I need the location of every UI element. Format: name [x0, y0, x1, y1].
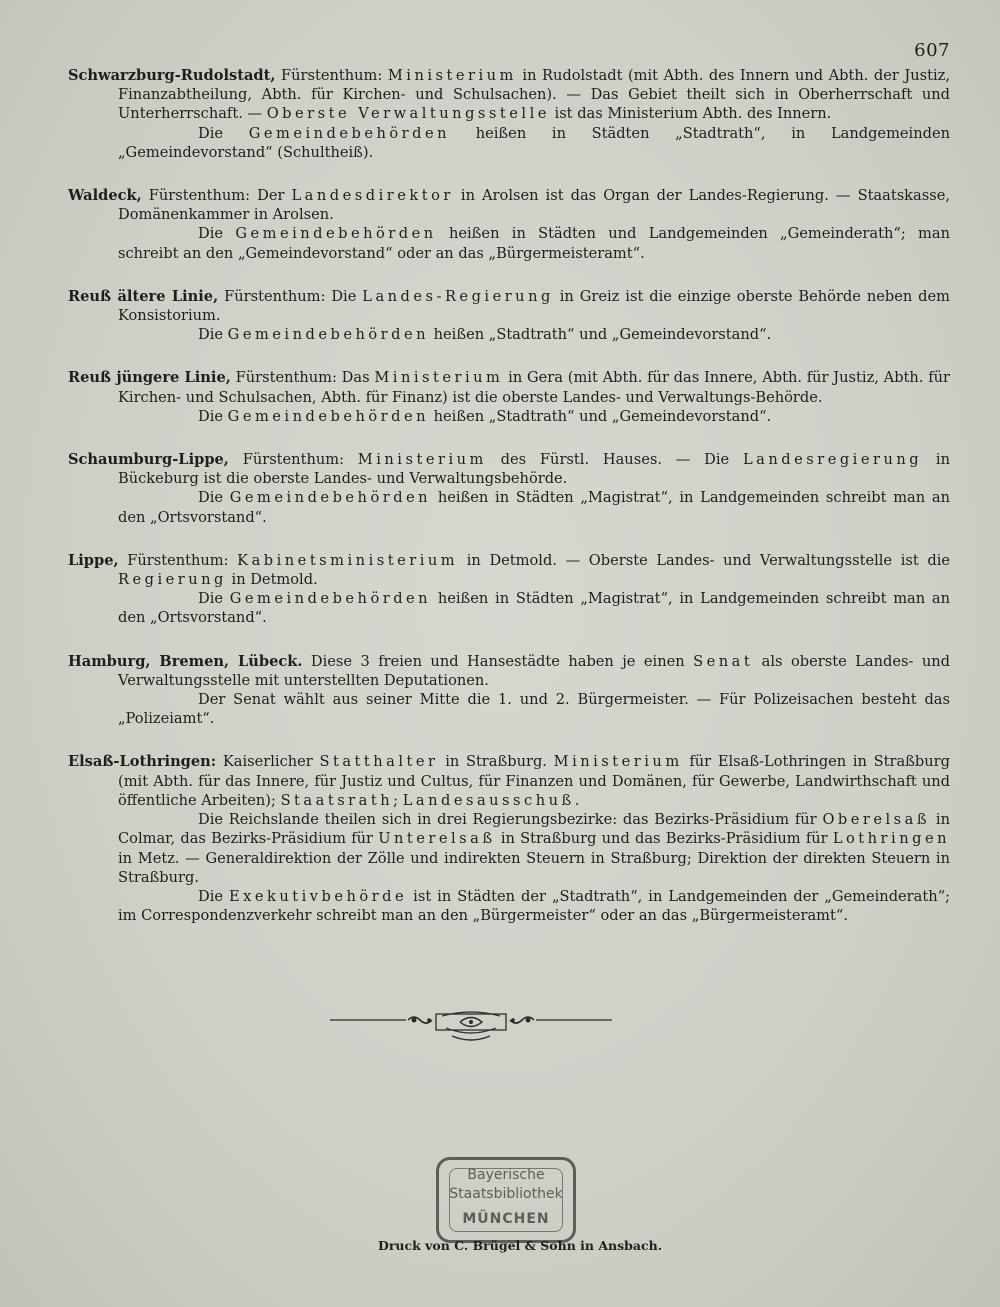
- entry-paragraph: [68, 450, 950, 488]
- text-run: ist das Ministerium Abth. des Innern.: [549, 105, 832, 123]
- entry-heading: Schwarzburg-Rudolstadt,: [68, 67, 276, 84]
- spaced-term: Ministerium: [374, 369, 504, 387]
- state-entry: [68, 752, 950, 925]
- text-run: Die: [198, 590, 230, 608]
- text-run: in Colmar, das Bezirks-Präsidium für: [118, 811, 950, 848]
- state-entry: [68, 368, 951, 426]
- spaced-term: Oberste Verwaltungsstelle: [266, 105, 550, 123]
- entry-paragraph: [68, 368, 951, 406]
- text-run: Die: [198, 124, 249, 142]
- text-run: heißen in Städten „Magistrat“, in Landgemeinden schreibt man an den „Ortsvorstand“.: [118, 590, 950, 627]
- text-run: Diese 3 freien und Hansestädte haben je einen: [302, 652, 694, 670]
- text-run: Die: [198, 489, 230, 507]
- entry-heading: Hamburg, Bremen, Lübeck.: [68, 652, 303, 670]
- entry-paragraph: [118, 589, 950, 627]
- text-run: Fürstenthum: Der: [141, 187, 292, 205]
- library-stamp: [436, 1157, 576, 1243]
- spaced-term: Senat: [693, 652, 754, 670]
- spaced-term: Staatsrath: [280, 791, 394, 809]
- text-run: heißen „Stadtrath“ und „Gemeindevorstand“.: [429, 326, 772, 344]
- entry-heading: Reuß ältere Linie,: [68, 287, 219, 305]
- text-run: ;: [393, 791, 403, 809]
- state-entry: [68, 551, 950, 628]
- spaced-term: Unterelsaß: [378, 830, 496, 848]
- entry-paragraph: [118, 887, 950, 925]
- text-run: heißen in Städten „Stadtrath“, in Landgemeinden „Gemeindevorstand“ (Schultheiß).: [118, 124, 950, 161]
- text-run: in Detmold. — Oberste Landes- und Verwaltungsstelle ist die: [458, 551, 950, 569]
- entry-paragraph: [68, 287, 950, 325]
- spaced-term: Ministerium: [387, 67, 517, 84]
- spaced-term: Oberelsaß: [822, 811, 931, 829]
- stamp-line-1: Bayerische: [467, 1167, 545, 1183]
- spaced-term: Gemeindebehörden: [235, 225, 437, 243]
- text-run: Die: [198, 326, 228, 344]
- stamp-line-2: Staatsbibliothek: [449, 1186, 563, 1202]
- text-run: Kaiserlicher: [216, 753, 320, 771]
- text-run: in Gera (mit Abth. für das Innere, Abth. für Justiz, Abth. für Kirchen- und Schulsachen, Abth. für Finanz) ist die oberste Landes- und Verwaltungs-Behörde.: [118, 369, 951, 406]
- spaced-term: Gemeindebehörden: [229, 590, 432, 608]
- entry-paragraph: [68, 752, 950, 810]
- spaced-term: Gemeindebehörden: [227, 407, 429, 425]
- text-run: als oberste Landes- und Verwaltungsstelle mit unterstellten Deputationen.: [118, 652, 950, 689]
- text-run: heißen in Städten „Magistrat“, in Landgemeinden schreibt man an den „Ortsvorstand“.: [118, 489, 950, 526]
- text-run: ist in Städten der „Stadtrath“, in Landgemeinden der „Gemeinderath“; im Correspondenzverkehr schreibt man an den „Bürgermeister“ oder an das „Bürgermeisteramt“.: [118, 887, 950, 925]
- text-run: in Bückeburg ist die oberste Landes- und Verwaltungsbehörde.: [118, 451, 950, 488]
- page-number: 607: [914, 40, 950, 61]
- text-run: in Straßburg und das Bezirks-Präsidium für: [495, 830, 833, 848]
- entry-heading: Waldeck,: [68, 187, 142, 205]
- spaced-term: Ministerium: [553, 753, 683, 771]
- text-run: in Rudolstadt (mit Abth. des Innern und Abth. der Justiz, Finanzabtheilung, Abth. für Kirchen- und Schulsachen). — Das Gebiet theilt sich in Oberherrschaft und Unterherrschaft. —: [118, 67, 950, 123]
- spaced-term: Regierung: [118, 571, 227, 589]
- state-entry: [68, 186, 950, 263]
- state-entry: [68, 652, 950, 729]
- text-run: in Straßburg.: [438, 753, 554, 771]
- decorative-ornament: [328, 1006, 614, 1046]
- entry-heading: Schaumburg-Lippe,: [68, 451, 229, 469]
- text-run: Die: [198, 225, 236, 243]
- entry-paragraph: [118, 690, 950, 728]
- spaced-term: Gemeindebehörden: [229, 489, 432, 507]
- text-run: Die: [198, 887, 229, 905]
- entry-paragraph: [118, 124, 950, 162]
- entry-paragraph: [118, 407, 950, 426]
- text-run: heißen in Städten und Landgemeinden „Gemeinderath“; man schreibt an den „Gemeindevorstand“ oder an das „Bürgermeisteramt“.: [118, 225, 950, 262]
- spaced-term: Lothringen: [832, 830, 950, 848]
- text-run: in Arolsen ist das Organ der Landes-Regierung. — Staatskasse, Domänenkammer in Arolsen.: [118, 187, 950, 224]
- text-run: Fürstenthum:: [118, 551, 238, 569]
- entry-paragraph: [118, 810, 950, 887]
- text-run: heißen „Stadtrath“ und „Gemeindevorstand“.: [429, 407, 772, 425]
- spaced-term: Statthalter: [319, 753, 439, 771]
- text-run: Die Reichslande theilen sich in drei Regierungsbezirke: das Bezirks-Präsidium für: [198, 811, 823, 829]
- spaced-term: Landes-Regierung: [362, 287, 554, 305]
- spaced-term: Gemeindebehörden: [248, 124, 451, 142]
- spaced-term: Kabinetsministerium: [237, 551, 459, 569]
- text-run: des Fürstl. Hauses. — Die: [486, 451, 743, 469]
- entry-heading: Lippe,: [68, 551, 119, 569]
- spaced-term: Gemeindebehörden: [227, 326, 429, 344]
- state-entry: [68, 287, 950, 345]
- text-run: Fürstenthum: Das: [230, 369, 375, 387]
- text-run: Fürstenthum:: [228, 451, 358, 469]
- state-entry: [68, 66, 950, 162]
- text-run: in Metz. — Generaldirektion der Zölle und indirekten Steuern in Straßburg; Direktion der direkten Steuern in Straßburg.: [118, 849, 950, 886]
- spaced-term: Ministerium: [357, 451, 487, 469]
- text-run: Fürstenthum: Die: [218, 287, 363, 305]
- entry-paragraph: [118, 325, 950, 344]
- text-run: Der Senat wählt aus seiner Mitte die 1. und 2. Bürgermeister. — Für Polizeisachen besteht das „Polizeiamt“.: [118, 691, 950, 728]
- printer-imprint: Druck von C. Brügel & Sohn in Ansbach.: [378, 1238, 663, 1253]
- entry-paragraph: [68, 652, 950, 690]
- spaced-term: Landesdirektor: [291, 187, 454, 205]
- main-text: [68, 66, 951, 949]
- state-entry: [68, 450, 950, 527]
- text-run: .: [574, 791, 580, 809]
- text-run: in Greiz ist die einzige oberste Behörde neben dem Konsistorium.: [118, 287, 950, 325]
- spaced-term: Exekutivbehörde: [229, 887, 408, 905]
- entry-paragraph: [118, 224, 950, 262]
- text-run: für Elsaß-Lothringen in Straßburg (mit Abth. für das Innere, für Justiz und Cultus, für Finanzen und Domänen, für Gewerbe, Landwirthschaft und öffentliche Arbeiten);: [118, 753, 950, 809]
- entry-paragraph: [68, 186, 950, 224]
- text-run: in Detmold.: [226, 571, 318, 589]
- entry-paragraph: [68, 66, 950, 124]
- entry-paragraph: [68, 551, 950, 589]
- stamp-line-3: MÜNCHEN: [462, 1211, 550, 1227]
- entry-heading: Reuß jüngere Linie,: [68, 369, 231, 387]
- spaced-term: Landesausschuß: [402, 791, 575, 809]
- text-run: Fürstenthum:: [275, 67, 388, 84]
- entry-paragraph: [118, 488, 950, 526]
- entry-heading: Elsaß-Lothringen:: [68, 753, 217, 771]
- spaced-term: Landesregierung: [742, 451, 923, 469]
- text-run: Die: [198, 407, 228, 425]
